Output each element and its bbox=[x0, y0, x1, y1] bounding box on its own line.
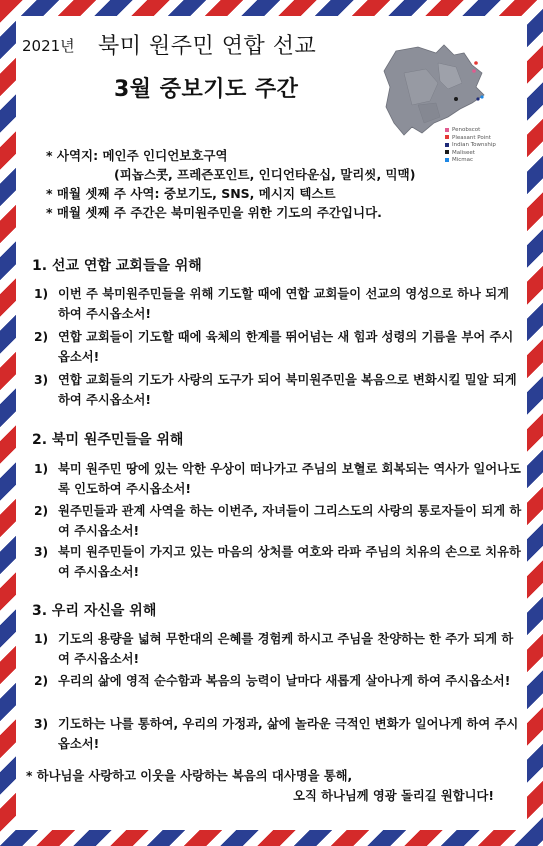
mission-info bbox=[46, 146, 415, 222]
legend-item: Indian Township bbox=[445, 142, 496, 150]
legend-item: Penobscot bbox=[445, 127, 496, 135]
section-heading: 2. 북미 원주민들을 위해 bbox=[32, 432, 184, 448]
closing-line-2: 오직 하나님께 영광 돌리길 원합니다! bbox=[293, 789, 494, 803]
map-legend bbox=[445, 127, 496, 165]
prayer-item: 1) 기도의 용량을 넓혀 무한대의 은혜를 경험케 하시고 주님을 찬양하는 한 주가 되게 하여 주시옵소서! bbox=[34, 632, 514, 666]
map-marker-penobscot bbox=[472, 69, 476, 73]
year-label: 2021년 bbox=[22, 37, 75, 55]
map-marker-pleasant-point bbox=[474, 61, 478, 65]
map-marker-micmac bbox=[480, 95, 483, 98]
section-heading: 1. 선교 연합 교회들을 위해 bbox=[32, 258, 202, 274]
prayer-item: 2) 원주민들과 관계 사역을 하는 이번주, 자녀들이 그리스도의 사랑의 통로자들이 되게 하여 주시옵소서! bbox=[34, 504, 522, 538]
prayer-item: 3) 북미 원주민들이 가지고 있는 마음의 상처를 여호와 라파 주님의 치유의 손으로 치유하여 주시옵소서! bbox=[34, 545, 521, 579]
info-ministry: * 매월 셋째 주 사역: 중보기도, SNS, 메시지 텍스트 bbox=[46, 186, 336, 201]
title-line-2: 3월 중보기도 주간 bbox=[114, 77, 299, 102]
prayer-item: 3) 기도하는 나를 통하여, 우리의 가정과, 삶에 놀라운 극적인 변화가 일어나게 하여 주시옵소서! bbox=[34, 717, 519, 751]
title-line-1: 북미 원주민 연합 선교 bbox=[98, 34, 317, 59]
legend-item: Micmac bbox=[445, 157, 496, 165]
map-marker-indian-township bbox=[476, 97, 479, 100]
section-heading: 3. 우리 자신을 위해 bbox=[32, 603, 157, 619]
prayer-item: 3) 연합 교회들의 기도가 사랑의 도구가 되어 북미원주민을 복음으로 변화시킬 밀알 되게 하여 주시옵소서! bbox=[34, 373, 517, 407]
maine-map-image bbox=[378, 43, 488, 137]
info-location: * 사역지: 메인주 인디언보호구역 bbox=[46, 148, 228, 163]
legend-item: Maliseet bbox=[445, 150, 496, 158]
prayer-item: 1) 이번 주 북미원주민들을 위해 기도할 때에 연합 교회들이 선교의 영성으로 하나 되게 하여 주시옵소서! bbox=[34, 287, 509, 321]
legend-item: Pleasant Point bbox=[445, 135, 496, 143]
prayer-item: 2) 연합 교회들이 기도할 때에 육체의 한계를 뛰어넘는 새 힘과 성령의 기름을 부어 주시옵소서! bbox=[34, 330, 514, 364]
closing-message bbox=[26, 766, 516, 806]
prayer-item: 1) 북미 원주민 땅에 있는 악한 우상이 떠나가고 주님의 보혈로 회복되는 역사가 일어나도록 인도하여 주시옵소서! bbox=[34, 462, 521, 496]
info-week-note: * 매월 셋째 주 주간은 북미원주민을 위한 기도의 주간입니다. bbox=[46, 205, 382, 220]
prayer-item: 2) 우리의 삶에 영적 순수함과 복음의 능력이 날마다 새롭게 살아나게 하여 주시옵소서! bbox=[34, 674, 511, 688]
map-marker-maliseet bbox=[454, 97, 458, 101]
closing-line-1: * 하나님을 사랑하고 이웃을 사랑하는 복음의 대사명을 통해, bbox=[26, 769, 353, 783]
letter-paper bbox=[16, 16, 527, 830]
info-location-detail: (피놉스콧, 프레즌포인트, 인디언타운십, 말리씻, 믹맥) bbox=[114, 167, 416, 182]
